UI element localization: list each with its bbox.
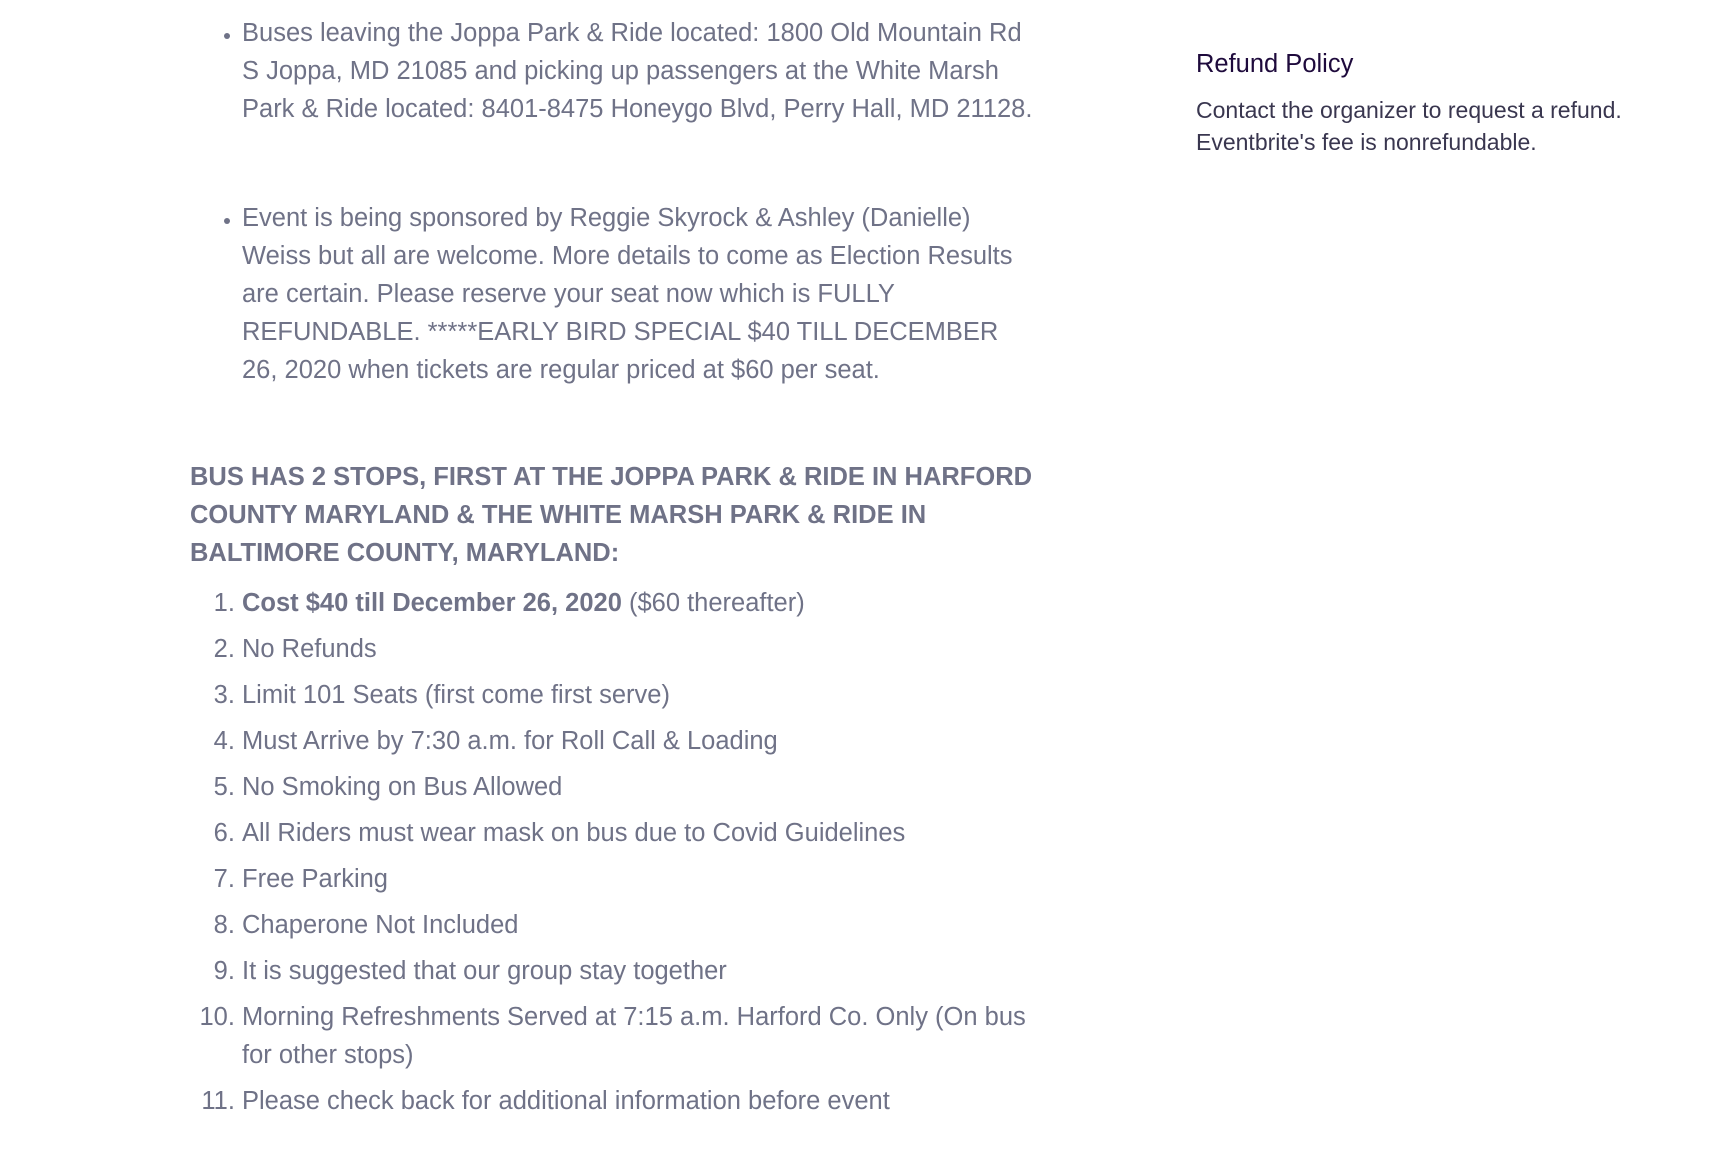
rule-item: 3. Limit 101 Seats (first come first serve) — [242, 676, 1040, 714]
rule-cost-rest: ($60 thereafter) — [621, 589, 805, 617]
rule-item: 10. Morning Refreshments Served at 7:15 a.m. Harford Co. Only (On bus for other stops) — [242, 998, 1040, 1074]
refund-policy-panel — [1196, 44, 1696, 158]
event-description — [190, 14, 1040, 1128]
bus-stops-heading: BUS HAS 2 STOPS, FIRST AT THE JOPPA PARK & RIDE IN HARFORD COUNTY MARYLAND & THE WHITE MARSH PARK & RIDE IN BALTIMORE COUNTY, MARYLAND: — [190, 463, 1033, 567]
rule-item-cost — [242, 584, 1040, 622]
rule-item: 2. No Refunds — [242, 630, 1040, 668]
rule-cost-bold: Cost $40 till December 26, 2020 — [242, 589, 622, 617]
info-bullet-list — [190, 14, 1040, 389]
rule-item: 7. Free Parking — [242, 860, 1040, 898]
refund-policy-title: Refund Policy — [1196, 50, 1354, 78]
rule-item: 5. No Smoking on Bus Allowed — [242, 768, 1040, 806]
bullet-item-bus-locations: • Buses leaving the Joppa Park & Ride located: 1800 Old Mountain Rd S Joppa, MD 21085 and picking up passengers at the White Marsh Park & Ride located: 8401-8475 Honeygo Blvd, Perry Hall, MD 21128. — [242, 14, 1040, 128]
rule-item: 8. Chaperone Not Included — [242, 906, 1040, 944]
rule-item: 11. Please check back for additional information before event — [242, 1082, 1040, 1120]
trip-rules-list — [190, 584, 1040, 1120]
refund-policy-text: Contact the organizer to request a refund. Eventbrite's fee is nonrefundable. — [1196, 97, 1622, 155]
rule-item: 9. It is suggested that our group stay together — [242, 952, 1040, 990]
rule-item: 4. Must Arrive by 7:30 a.m. for Roll Call & Loading — [242, 722, 1040, 760]
bullet-item-sponsors: • Event is being sponsored by Reggie Skyrock & Ashley (Danielle) Weiss but all are welcome. More details to come as Election Results are certain. Please reserve your seat now which is FULLY REFUNDABLE. *****EARLY BIRD SPECIAL $40 TILL DECEMBER 26, 2020 when tickets are regular priced at $60 per seat. — [242, 199, 1040, 389]
rule-item: 6. All Riders must wear mask on bus due to Covid Guidelines — [242, 814, 1040, 852]
